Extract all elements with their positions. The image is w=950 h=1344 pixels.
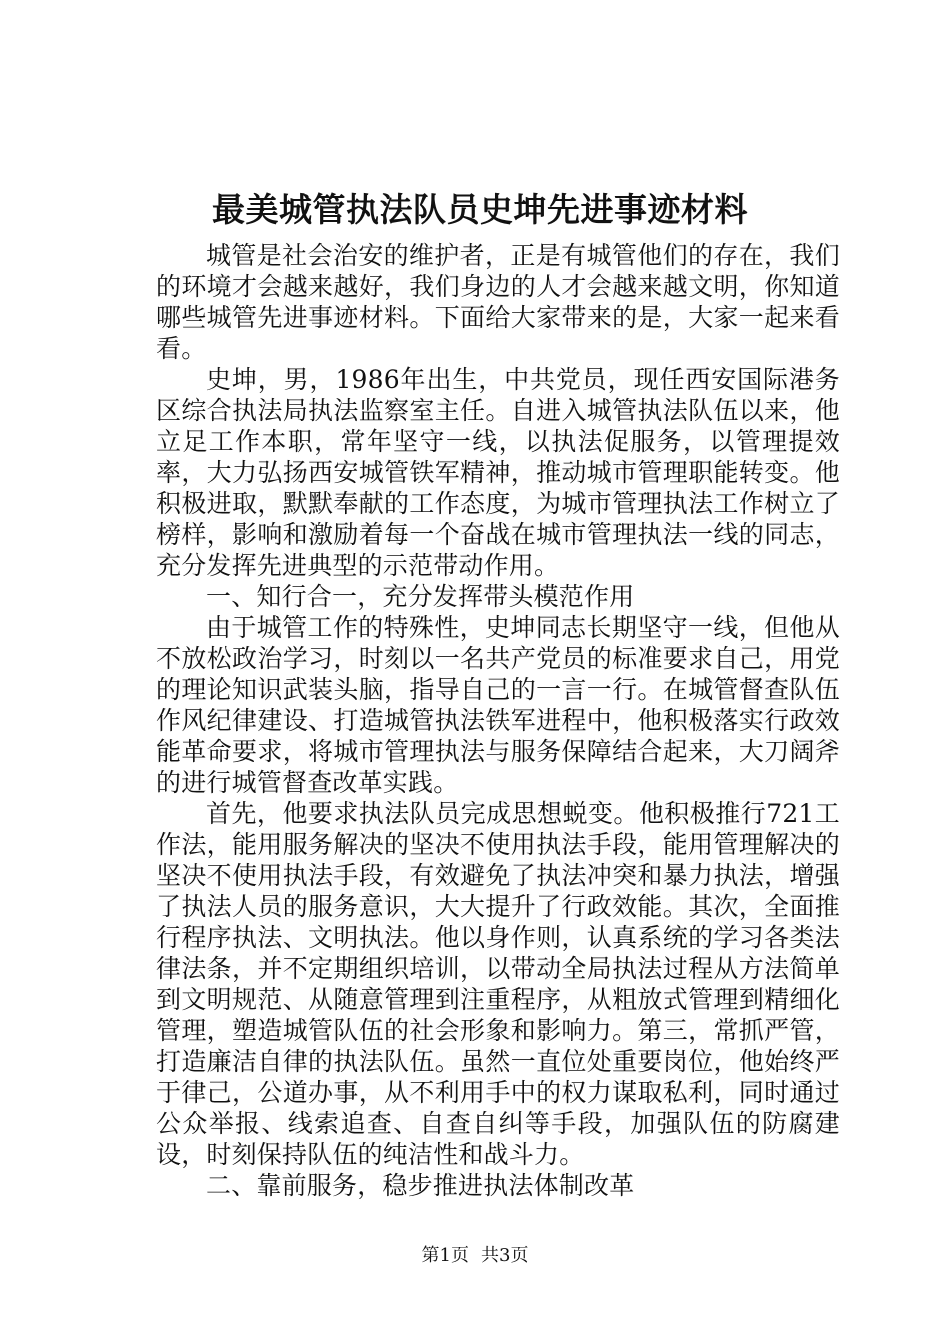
paragraph-intro: 城管是社会治安的维护者，正是有城管他们的存在，我们的环境才会越来越好，我们身边的人才会越来越文明，你知道哪些城管先进事迹材料。下面给大家带来的是，大家一起来看看。 <box>156 241 840 363</box>
page-total: 共3页 <box>481 1245 529 1266</box>
paragraph-profile: 史坤，男，1986年出生，中共党员，现任西安国际港务区综合执法局执法监察室主任。自进入城管执法队伍以来，他立足工作本职，常年坚守一线，以执法促服务，以管理提效率，大力弘扬西安城管铁军精神，推动城市管理职能转变。他积极进取，默默奉献的工作态度，为城市管理执法工作树立了榜样，影响和激励着每一个奋战在城市管理执法一线的同志，充分发挥先进典型的示范带动作用。 <box>156 365 840 580</box>
document-body <box>156 240 840 1201</box>
document-title: 最美城管执法队员史坤先进事迹材料 <box>212 190 748 229</box>
page-number: 第1页 <box>421 1245 469 1266</box>
page-footer <box>0 1244 950 1268</box>
paragraph-section-1: 由于城管工作的特殊性，史坤同志长期坚守一线，但他从不放松政治学习，时刻以一名共产党员的标准要求自己，用党的理论知识武装头脑，指导自己的一言一行。在城管督查队伍作风纪律建设、打造城管执法铁军进程中，他积极落实行政效能革命要求，将城市管理执法与服务保障结合起来，大刀阔斧的进行城管督查改革实践。 <box>156 613 840 797</box>
paragraph-section-1-details: 首先，他要求执法队员完成思想蜕变。他积极推行721工作法，能用服务解决的坚决不使用执法手段，能用管理解决的坚决不使用执法手段，有效避免了执法冲突和暴力执法，增强了执法人员的服务意识，大大提升了行政效能。其次，全面推行程序执法、文明执法。他以身作则，认真系统的学习各类法律法条，并不定期组织培训，以带动全局执法过程从方法简单到文明规范、从随意管理到注重程序，从粗放式管理到精细化管理，塑造城管队伍的社会形象和影响力。第三，常抓严管，打造廉洁自律的执法队伍。虽然一直位处重要岗位，他始终严于律己，公道办事，从不利用手中的权力谋取私利，同时通过公众举报、线索追查、自查自纠等手段，加强队伍的防腐建设，时刻保持队伍的纯洁性和战斗力。 <box>156 799 840 1169</box>
section-heading-1: 一、知行合一，充分发挥带头模范作用 <box>206 582 635 611</box>
section-heading-2: 二、靠前服务，稳步推进执法体制改革 <box>206 1171 635 1200</box>
